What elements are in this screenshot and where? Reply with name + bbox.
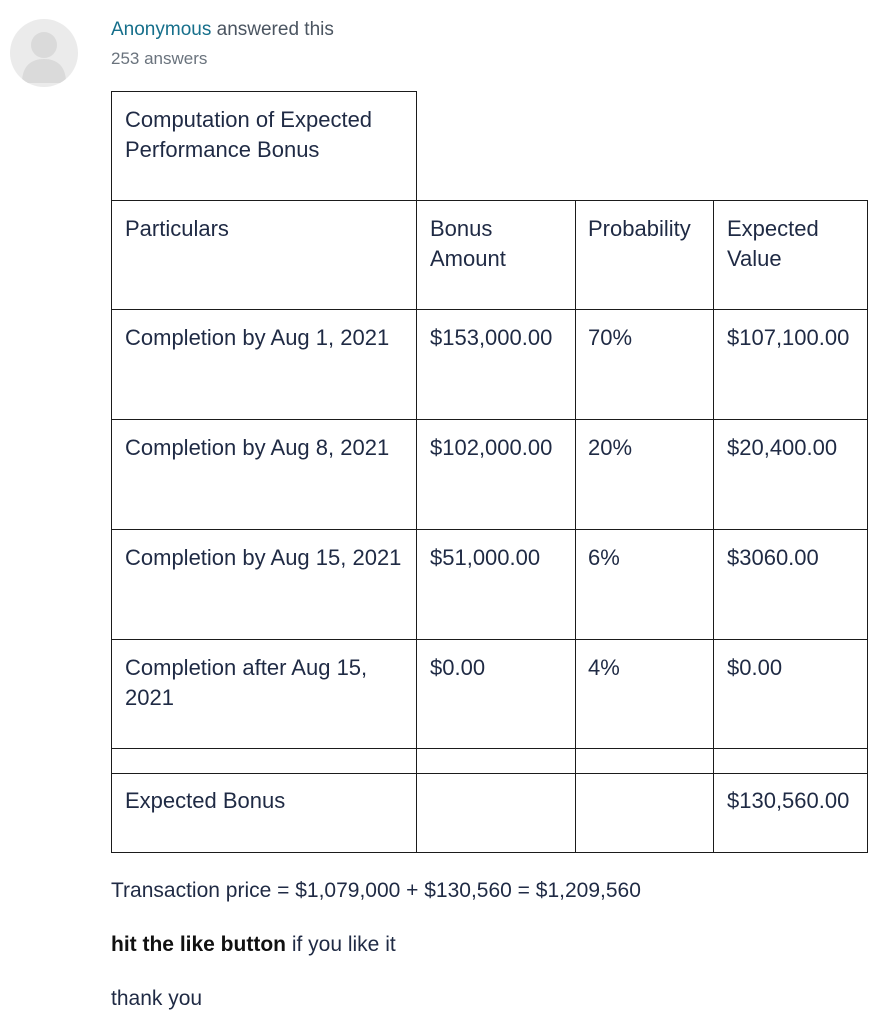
like-prompt-bold: hit the like button [111,933,286,956]
total-value-cell: $130,560.00 [713,773,868,853]
table-cell-probability: 4% [575,639,714,749]
table-cell-bonus-amount: $102,000.00 [416,419,576,530]
answer-author-line [111,18,334,42]
header-bonus-amount: Bonus Amount [416,200,576,310]
header-particulars: Particulars [111,200,417,310]
table-empty-cell [416,748,576,774]
table-cell-probability: 20% [575,419,714,530]
header-probability: Probability [575,200,714,310]
table-empty-cell [575,748,714,774]
table-empty-cell [713,748,868,774]
table-cell-particulars: Completion by Aug 1, 2021 [111,309,417,420]
table-cell-expected-value: $20,400.00 [713,419,868,530]
table-cell-probability: 70% [575,309,714,420]
user-silhouette-icon [10,19,78,87]
table-cell-expected-value: $0.00 [713,639,868,749]
table-cell-bonus-amount: $153,000.00 [416,309,576,420]
like-prompt-rest: if you like it [285,933,396,956]
table-title-cell: Computation of Expected Performance Bonus [111,91,417,201]
table-cell-probability: 6% [575,529,714,640]
transaction-price-text: Transaction price = $1,079,000 + $130,560 = $1,209,560 [111,879,641,902]
table-cell-particulars: Completion by Aug 15, 2021 [111,529,417,640]
author-name-link[interactable]: Anonymous [111,19,212,40]
total-label-cell: Expected Bonus [111,773,417,853]
thanks-text: thank you [111,987,203,1010]
table-empty-cell [416,773,576,853]
table-cell-bonus-amount: $0.00 [416,639,576,749]
table-cell-expected-value: $3060.00 [713,529,868,640]
avatar[interactable] [10,19,78,87]
table-cell-expected-value: $107,100.00 [713,309,868,420]
header-expected-value: Expected Value [713,200,868,310]
table-cell-particulars: Completion after Aug 15, 2021 [111,639,417,749]
table-cell-particulars: Completion by Aug 8, 2021 [111,419,417,530]
table-cell-bonus-amount: $51,000.00 [416,529,576,640]
answer-count: 253 answers [111,49,208,68]
table-empty-cell [111,748,417,774]
author-action-text: answered this [216,19,334,40]
table-empty-cell [575,773,714,853]
like-prompt [111,931,396,959]
